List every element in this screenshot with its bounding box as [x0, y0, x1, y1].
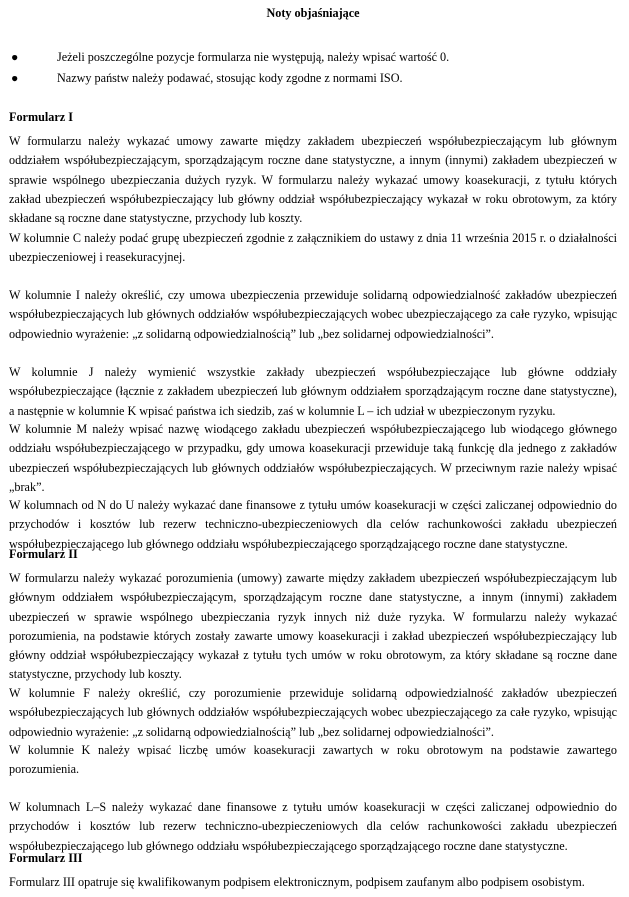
page-title: Noty objaśniające — [266, 6, 360, 20]
paragraph: W kolumnach L–S należy wykazać dane finansowe z tytułu umów koasekuracji w części zaliczanej odpowiednio do przychodów i kosztów lub rezerw techniczno-ubezpieczeniowych dla celów rachunkowości zakładu ubezpieczeń współubezpieczającego lub głównego oddziału współubezpieczającego sporządzającego roczne dane statystyczne. — [9, 800, 617, 853]
paragraph: W kolumnie M należy wpisać nazwę wiodącego zakładu ubezpieczeń współubezpieczającego lub wiodącego głównego oddziału współubezpieczającego w przypadku, gdy umowa koasekuracji przewiduje taką funkcję dla jednego z zakładów ubezpieczeń współubezpieczających lub głównych oddziałów współubezpieczających. W przeciwnym razie należy wpisać „brak”. — [9, 422, 617, 494]
bullet-icon: ● — [11, 71, 19, 85]
paragraph: W kolumnach od N do U należy wykazać dane finansowe z tytułu umów koasekuracji w części zaliczanej odpowiednio do przychodów i kosztów lub rezerw techniczno-ubezpieczeniowych dla celów rachunkowości zakładu ubezpieczeń współubezpieczającego lub głównego oddziału współubezpieczającego sporządzającego roczne dane statystyczne. — [9, 498, 617, 551]
section-heading-formularz-2: Formularz II — [9, 547, 78, 561]
paragraph: W kolumnie J należy wymienić wszystkie zakłady ubezpieczeń współubezpieczające lub główne oddziały współubezpieczające (łącznie z zakładem ubezpieczeń lub głównym oddziałem sporządzającym roczne dane statystyczne), a następnie w kolumnie K wpisać państwa ich siedzib, zaś w kolumnie L – ich udział w ubezpieczonym ryzyku. — [9, 365, 617, 418]
paragraph: W kolumnie C należy podać grupę ubezpieczeń zgodnie z załącznikiem do ustawy z dnia 11 września 2015 r. o działalności ubezpieczeniowej i reasekuracyjnej. — [9, 231, 617, 265]
paragraph: W formularzu należy wykazać umowy zawarte między zakładem ubezpieczeń współubezpieczającym lub głównym oddziałem współubezpieczającym, sporządzającym roczne dane statystyczne, a innym (innymi) zakładem ubezpieczeń w sprawie wspólnego ubezpieczania dużych ryzyk. W formularzu należy wykazać umowy koasekuracji, z tytułu których zakład ubezpieczeń współubezpieczający lub główny oddział współubezpieczający wykazał w roku obrotowym, za który składane są roczne dane statystyczne, przychody lub koszty. — [9, 134, 617, 226]
section-heading-formularz-3: Formularz III — [9, 851, 83, 865]
paragraph: W formularzu należy wykazać porozumienia (umowy) zawarte między zakładem ubezpieczeń współubezpieczającym lub głównym oddziałem współubezpieczającym, sporządzającym roczne dane statystyczne, a innym (innymi) zakładem ubezpieczeń w sprawie wspólnego ubezpieczania ryzyk innych niż duże ryzyka. W formularzu należy wykazać porozumienia, na podstawie których zostały zawarte umowy koasekuracji i zakład ubezpieczeń współubezpieczający lub główny oddział współubezpieczający wykazał z tytułu tych umów w roku obrotowym, za który składane są roczne dane statystyczne, przychody lub koszty. — [9, 571, 617, 682]
bullet-icon: ● — [11, 50, 19, 64]
paragraph: W kolumnie I należy określić, czy umowa ubezpieczenia przewiduje solidarną odpowiedzialność zakładów ubezpieczeń współubezpieczających lub głównych oddziałów współubezpieczających wobec ubezpieczającego za całe ryzyko, wpisując odpowiednio wyrażenie: „z solidarną odpowiedzialnością” lub „bez solidarnej odpowiedzialności”. — [9, 288, 617, 341]
paragraph: W kolumnie F należy określić, czy porozumienie przewiduje solidarną odpowiedzialność zakładów ubezpieczeń współubezpieczających lub głównych oddziałów współubezpieczających wobec ubezpieczającego za całe ryzyko, wpisując odpowiednio wyrażenie: „z solidarną odpowiedzialnością” lub „bez solidarnej odpowiedzialności”. — [9, 686, 617, 739]
section-heading-formularz-1: Formularz I — [9, 110, 73, 124]
paragraph: Formularz III opatruje się kwalifikowanym podpisem elektronicznym, podpisem zaufanym albo podpisem osobistym. — [9, 875, 585, 889]
bullet-text: Jeżeli poszczególne pozycje formularza nie występują, należy wpisać wartość 0. — [57, 50, 450, 64]
paragraph: W kolumnie K należy wpisać liczbę umów koasekuracji zawartych w roku obrotowym na podstawie zawartego porozumienia. — [9, 743, 617, 777]
bullet-text: Nazwy państw należy podawać, stosując kody zgodne z normami ISO. — [57, 71, 403, 85]
